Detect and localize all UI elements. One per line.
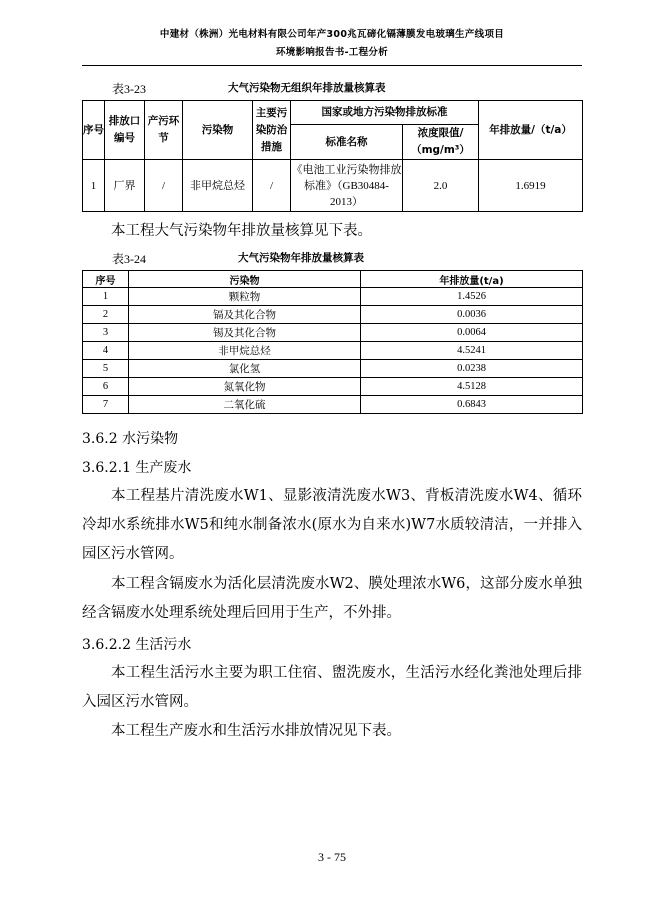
t1-header-annual: 年排放量/（t/a） — [479, 101, 583, 160]
header-divider — [82, 65, 582, 66]
table-row — [83, 342, 583, 360]
t1-header-standard-name: 标准名称 — [291, 125, 403, 160]
t1-header-limit: 浓度限值/（mg/m³） — [403, 125, 479, 160]
t1-cell-annual: 1.6919 — [479, 160, 583, 212]
t2-cell-seq: 6 — [83, 378, 129, 396]
t2-header-pollutant: 污染物 — [129, 271, 361, 288]
t2-cell-annual: 0.0064 — [361, 324, 583, 342]
table-row — [83, 324, 583, 342]
table-annual-emissions — [82, 270, 583, 414]
table-row — [83, 396, 583, 414]
t1-header-pollutant: 污染物 — [183, 101, 253, 160]
t2-cell-annual: 4.5128 — [361, 378, 583, 396]
t1-header-seq: 序号 — [83, 101, 105, 160]
paragraph-domestic-sewage-1: 本工程生活污水主要为职工住宿、盥洗废水，生活污水经化粪池处理后排入园区污水管网。 — [82, 665, 582, 710]
t1-cell-source: / — [145, 160, 183, 212]
table-row — [83, 378, 583, 396]
section-heading-3-6-2-1: 3.6.2.1 生产废水 — [82, 460, 192, 476]
t2-cell-seq: 7 — [83, 396, 129, 414]
t2-cell-annual: 0.0036 — [361, 306, 583, 324]
t2-cell-annual: 0.0238 — [361, 360, 583, 378]
table-fugitive-emissions — [82, 100, 583, 212]
t1-header-standard-group: 国家或地方污染物排放标准 — [291, 101, 479, 125]
table2-title: 大气污染物年排放量核算表 — [238, 252, 364, 264]
t1-header-outlet: 排放口编号 — [105, 101, 145, 160]
t2-cell-seq: 1 — [83, 288, 129, 306]
page-header — [0, 26, 664, 62]
t2-cell-annual: 0.6843 — [361, 396, 583, 414]
t2-cell-pollutant: 氯化氢 — [129, 360, 361, 378]
section-heading-3-6-2-2: 3.6.2.2 生活污水 — [82, 637, 192, 653]
t2-cell-annual: 4.5241 — [361, 342, 583, 360]
section-heading-3-6-2: 3.6.2 水污染物 — [82, 431, 179, 447]
t1-cell-measures: / — [253, 160, 291, 212]
t1-cell-pollutant: 非甲烷总烃 — [183, 160, 253, 212]
t2-cell-pollutant: 镉及其化合物 — [129, 306, 361, 324]
table1-number: 表3-23 — [112, 82, 146, 96]
t2-header-seq: 序号 — [83, 271, 129, 288]
t1-cell-outlet: 厂界 — [105, 160, 145, 212]
t2-cell-pollutant: 二氧化硫 — [129, 396, 361, 414]
table1-title: 大气污染物无组织年排放量核算表 — [228, 82, 386, 94]
t2-cell-pollutant: 锡及其化合物 — [129, 324, 361, 342]
t1-header-source: 产污环节 — [145, 101, 183, 160]
t2-cell-seq: 2 — [83, 306, 129, 324]
table-row — [83, 160, 583, 212]
paragraph-production-wastewater-1: 本工程基片清洗废水W1、显影液清洗废水W3、背板清洗废水W4、循环冷却水系统排水W5和纯水制备浓水(原水为自来水)W7水质较清洁，一并排入园区污水管网。 — [82, 488, 582, 562]
table-row — [83, 306, 583, 324]
t2-cell-pollutant: 氮氧化物 — [129, 378, 361, 396]
t2-cell-pollutant: 非甲烷总烃 — [129, 342, 361, 360]
t2-cell-seq: 3 — [83, 324, 129, 342]
header-project-title: 中建材（株洲）光电材料有限公司年产300兆瓦碲化镉薄膜发电玻璃生产线项目 — [159, 29, 505, 40]
paragraph-intro: 本工程大气污染物年排放量核算见下表。 — [111, 223, 372, 239]
table2-number: 表3-24 — [112, 252, 146, 266]
t2-cell-seq: 4 — [83, 342, 129, 360]
table-row — [83, 360, 583, 378]
t2-header-annual: 年排放量(t/a) — [361, 271, 583, 288]
t1-cell-seq: 1 — [83, 160, 105, 212]
paragraph-domestic-sewage-2: 本工程生产废水和生活污水排放情况见下表。 — [111, 723, 401, 739]
t1-cell-limit: 2.0 — [403, 160, 479, 212]
table-row — [83, 288, 583, 306]
paragraph-production-wastewater-2: 本工程含镉废水为活化层清洗废水W2、膜处理浓水W6，这部分废水单独经含镉废水处理系统处理后回用于生产，不外排。 — [82, 576, 582, 621]
t2-cell-pollutant: 颗粒物 — [129, 288, 361, 306]
header-report-title: 环境影响报告书-工程分析 — [275, 47, 389, 58]
t2-cell-seq: 5 — [83, 360, 129, 378]
t1-header-measures: 主要污染防治措施 — [253, 101, 291, 160]
t1-cell-standard-name: 《电池工业污染物排放标准》（GB30484-2013） — [291, 160, 403, 212]
page-number: 3 - 75 — [318, 850, 346, 864]
t2-cell-annual: 1.4526 — [361, 288, 583, 306]
